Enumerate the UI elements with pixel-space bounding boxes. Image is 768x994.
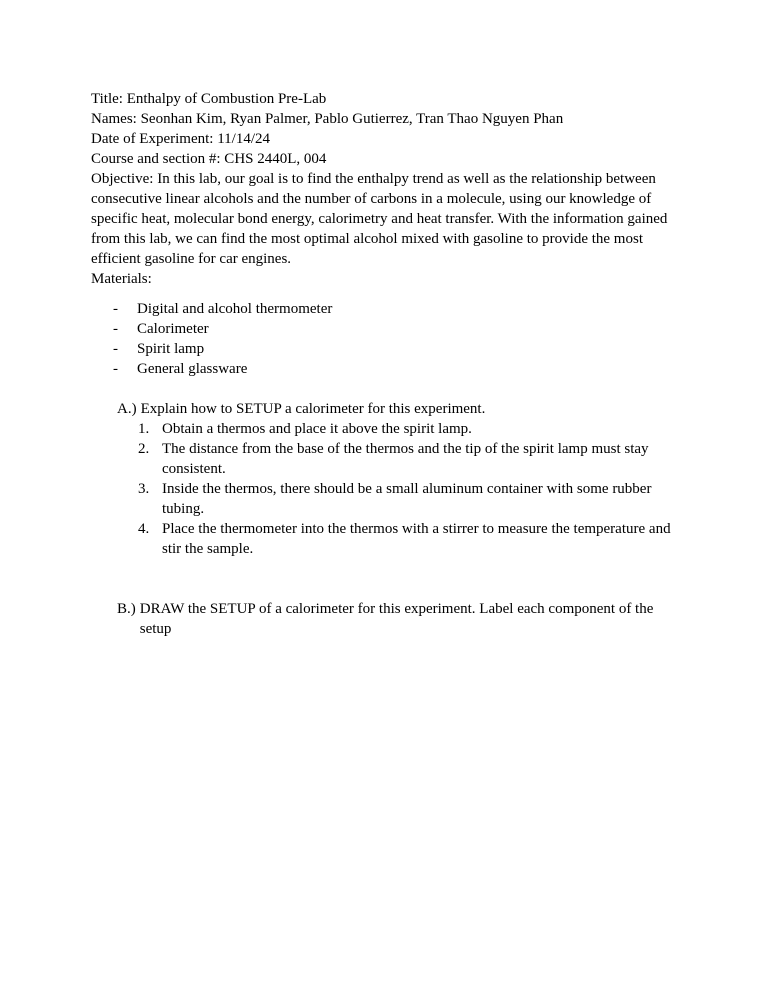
question-a-prompt	[91, 399, 673, 419]
list-item-text: Spirit lamp	[137, 341, 205, 357]
names-line: Names: Seonhan Kim, Ryan Palmer, Pablo Gutierrez, Tran Thao Nguyen Phan	[91, 111, 564, 127]
question-b-label: B.)	[117, 601, 136, 617]
list-item-text: Digital and alcohol thermometer	[137, 301, 333, 317]
dash-bullet: -	[113, 321, 118, 337]
question-a-text: Explain how to SETUP a calorimeter for this experiment.	[140, 401, 486, 417]
step-item	[91, 419, 673, 439]
objective-paragraph: Objective: In this lab, our goal is to find the enthalpy trend as well as the relationship between consecutive linear alcohols and the number of carbons in a molecule, using our knowledge of specific heat, molecular bond energy, calorimetry and heat transfer. With the information gained from this lab, we can find the most optimal alcohol mixed with gasoline to provide the most efficient gasoline for car engines.	[91, 171, 668, 267]
list-item	[91, 319, 673, 339]
question-b-text: DRAW the SETUP of a calorimeter for this experiment. Label each component of the setup	[139, 601, 654, 637]
list-item	[91, 339, 673, 359]
dash-bullet: -	[113, 301, 118, 317]
list-item	[91, 299, 673, 319]
step-item	[91, 439, 673, 479]
step-text: Place the thermometer into the thermos with a stirrer to measure the temperature and stir the sample.	[162, 521, 671, 557]
question-a	[91, 399, 673, 559]
list-item-text: Calorimeter	[137, 321, 209, 337]
step-text: Inside the thermos, there should be a small aluminum container with some rubber tubing.	[162, 481, 652, 517]
step-number: 1.	[138, 421, 150, 437]
dash-bullet: -	[113, 361, 118, 377]
title-line: Title: Enthalpy of Combustion Pre-Lab	[91, 91, 327, 107]
question-b	[91, 599, 673, 639]
step-item	[91, 479, 673, 519]
question-a-label: A.)	[117, 401, 137, 417]
materials-list	[91, 299, 673, 379]
question-a-steps	[91, 419, 673, 559]
dash-bullet: -	[113, 341, 118, 357]
date-line: Date of Experiment: 11/14/24	[91, 131, 270, 147]
step-text: Obtain a thermos and place it above the spirit lamp.	[162, 421, 472, 437]
step-text: The distance from the base of the thermos and the tip of the spirit lamp must stay consistent.	[162, 441, 649, 477]
step-number: 2.	[138, 441, 150, 457]
step-item	[91, 519, 673, 559]
materials-heading: Materials:	[91, 271, 152, 287]
list-item	[91, 359, 673, 379]
course-section-line: Course and section #: CHS 2440L, 004	[91, 151, 327, 167]
step-number: 3.	[138, 481, 150, 497]
step-number: 4.	[138, 521, 150, 537]
list-item-text: General glassware	[137, 361, 248, 377]
